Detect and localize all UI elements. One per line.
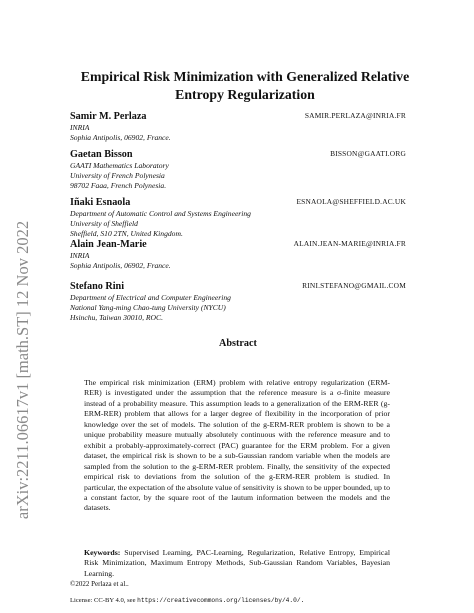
author-name: Iñaki Esnaola bbox=[70, 197, 131, 208]
author-email: ESNAOLA@SHEFFIELD.AC.UK bbox=[296, 197, 406, 206]
author-name: Samir M. Perlaza bbox=[70, 111, 147, 122]
author-name: Stefano Rini bbox=[70, 281, 125, 292]
arxiv-identifier-text: arXiv:2211.06617v1 [math.ST] 12 Nov 2022 bbox=[13, 220, 33, 520]
author-affiliation-line: University of Sheffield bbox=[70, 218, 138, 228]
keywords-block bbox=[84, 548, 390, 579]
author-affiliation-line: Sophia Antipolis, 06902, France. bbox=[70, 132, 171, 142]
author-affiliation-line: 98702 Faaa, French Polynesia. bbox=[70, 180, 167, 190]
author-email: RINI.STEFANO@GMAIL.COM bbox=[302, 281, 406, 290]
copyright-notice: ©2022 Perlaza et al.. bbox=[70, 580, 129, 588]
keywords-label: Keywords: bbox=[84, 548, 121, 557]
author-affiliation-line: INRIA bbox=[70, 123, 90, 132]
author-block bbox=[70, 280, 406, 322]
license-line bbox=[70, 597, 304, 604]
author-block bbox=[70, 196, 406, 238]
author-affiliation-line: Hsinchu, Taiwan 30010, ROC. bbox=[70, 312, 163, 322]
author-affiliation-line: National Yang-ming Chao-tung University (NYCU) bbox=[70, 302, 226, 312]
author-email: BISSON@GAATI.ORG bbox=[330, 149, 406, 158]
author-affiliation-line: GAATI Mathematics Laboratory bbox=[70, 161, 169, 170]
keywords-text: Supervised Learning, PAC-Learning, Regularization, Relative Entropy, Empirical Risk Minimization, Maximum Entropy Methods, Sub-Gaussian Random Variables, Bayesian Learning. bbox=[84, 548, 390, 578]
author-affiliation-line: Sophia Antipolis, 06902, France. bbox=[70, 260, 171, 270]
author-name: Gaetan Bisson bbox=[70, 149, 133, 160]
author-email: SAMIR.PERLAZA@INRIA.FR bbox=[304, 111, 406, 120]
paper-title: Empirical Risk Minimization with Generalized Relative Entropy Regularization bbox=[80, 69, 410, 102]
license-link[interactable]: https://creativecommons.org/licenses/by/4.0/. bbox=[137, 597, 305, 604]
abstract-text: The empirical risk minimization (ERM) problem with relative entropy regularization (ERM-RER) is investigated under the assumption that the reference measure is a σ-finite measure instead of a probability measure. This assumption leads to a generalization of the ERM-RER (g-ERM-RER) problem that allows for a larger degree of flexibility in the incorporation of prior knowledge over the set of models. The solution of the g-ERM-RER problem is shown to be a unique probability measure mutually absolutely continuous with the reference measure and to exhibit a probably-approximately-correct (PAC) guarantee for the ERM problem. For a given dataset, the empirical risk is shown to be a sub-Gaussian random variable when the models are sampled from the solution to the g-ERM-RER problem. Finally, the sensitivity of the expected empirical risk to deviations from the solution of the g-ERM-RER problem is studied. In particular, the expectation of the absolute value of sensitivity is shown to be upper bounded, up to a constant factor, by the square root of the lautum information between the models and the datasets. bbox=[84, 378, 390, 513]
author-affiliation-line: Department of Electrical and Computer Engineering bbox=[70, 293, 231, 302]
author-affiliation-line: INRIA bbox=[70, 251, 90, 260]
author-affiliation-line: Sheffield, S10 2TN, United Kingdom. bbox=[70, 228, 183, 238]
author-affiliation-line: Department of Automatic Control and Systems Engineering bbox=[70, 209, 251, 218]
author-block bbox=[70, 238, 406, 271]
author-affiliation-line: University of French Polynesia bbox=[70, 170, 165, 180]
arxiv-identifier bbox=[8, 150, 38, 590]
abstract-heading: Abstract bbox=[219, 338, 257, 349]
author-block bbox=[70, 110, 406, 143]
author-name: Alain Jean-Marie bbox=[70, 239, 147, 250]
author-email: ALAIN.JEAN-MARIE@INRIA.FR bbox=[293, 239, 406, 248]
author-block bbox=[70, 148, 406, 190]
license-label: License: CC-BY 4.0, see bbox=[70, 597, 136, 604]
